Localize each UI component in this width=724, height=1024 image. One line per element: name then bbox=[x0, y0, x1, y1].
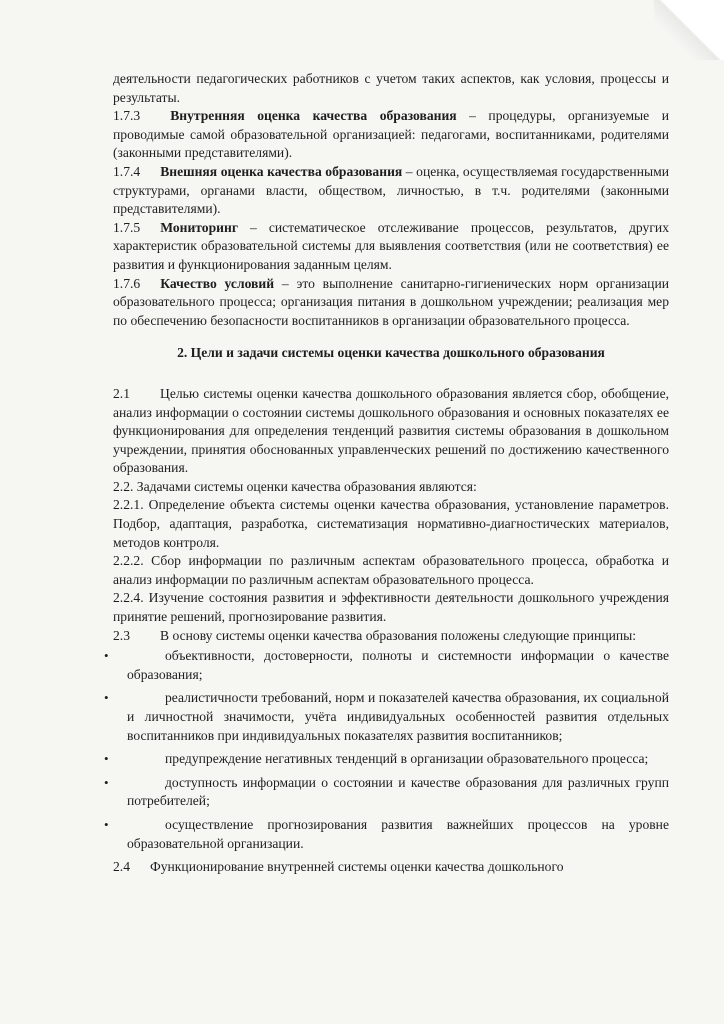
bullet-icon: • bbox=[104, 751, 109, 767]
clause-number: 2.1 bbox=[113, 385, 130, 401]
bullet-icon: • bbox=[104, 774, 109, 790]
paragraph-1-7-4 bbox=[113, 163, 669, 219]
paragraph-1-7-3 bbox=[113, 107, 669, 163]
list-item: • доступность информации о состоянии и качестве образования для различных групп потребителей; bbox=[104, 774, 669, 809]
paragraph-text: В основу системы оценки качества образования положены следующие принципы: bbox=[160, 627, 637, 643]
page-corner-fold bbox=[654, 0, 724, 60]
definition-text: – оценка, осуществляемая государственными структурами, органами власти, обществом, личностью, в т.ч. родителями (законными представителями). bbox=[113, 163, 669, 217]
paragraph-text: Функционирование внутренней системы оценки качества дошкольного bbox=[150, 859, 564, 875]
paragraph-2-2-4: 2.2.4. Изучение состояния развития и эффективности деятельности дошкольного учреждения принятие решений, прогнозирование развития. bbox=[113, 590, 669, 625]
term-internal-assessment: Внутренняя оценка качества образования bbox=[170, 108, 457, 124]
clause-number: 1.7.4 bbox=[113, 163, 141, 179]
clause-number: 2.3 bbox=[113, 627, 130, 643]
paragraph-1-7-5 bbox=[113, 219, 669, 275]
term-quality-of-conditions: Качество условий bbox=[160, 275, 275, 291]
list-item: • предупреждение негативных тенденций в организации образовательного процесса; bbox=[113, 750, 669, 769]
paragraph-1-7-6 bbox=[113, 275, 669, 331]
paragraph-2-4 bbox=[113, 858, 669, 877]
definition-text: – это выполнение санитарно-гигиенических норм организации образовательного процесса; организация питания в дошкольном учреждении; реализация мер по обеспечению безопасности воспитанников в организации образовательного процесса. bbox=[113, 275, 670, 328]
term-external-assessment: Внешняя оценка качества образования bbox=[160, 163, 403, 179]
principles-list bbox=[104, 647, 669, 853]
list-item: • осуществление прогнозирования развития важнейших процессов на уровне образовательной организации. bbox=[104, 816, 669, 851]
bullet-icon: • bbox=[104, 690, 109, 706]
clause-number: 1.7.3 bbox=[113, 108, 141, 124]
bullet-icon: • bbox=[104, 648, 109, 664]
paragraph-2-3 bbox=[113, 627, 669, 646]
paragraph-text: Целью системы оценки качества дошкольного образования является сбор, обобщение, анализ информации о состоянии системы дошкольного образования и основных показателях ее функционирования для определения тенденций развития системы образования в дошкольном учреждении, принятия обоснованных управленческих решений по достижению качественного образования. bbox=[113, 385, 669, 476]
paragraph-2-2-2: 2.2.2. Сбор информации по различным аспектам образовательного процесса, обработка и анализ информации по различным аспектам образовательного процесса. bbox=[113, 553, 669, 587]
clause-number: 1.7.5 bbox=[113, 219, 141, 235]
document-body bbox=[104, 70, 670, 877]
list-item: • реалистичности требований, норм и показателей качества образования, их социальной и личностной значимости, учёта индивидуальных особенностей развития отдельных воспитанников при индивидуальных показателях развития воспитанников; bbox=[104, 690, 669, 743]
definition-text: – процедуры, организуемые и проводимые самой образовательной организацией: педагогами, воспитанниками, родителями (законными представителями). bbox=[113, 108, 669, 161]
paragraph-2-2: 2.2. Задачами системы оценки качества образования являются: bbox=[113, 478, 477, 494]
section-heading: 2. Цели и задачи системы оценки качества дошкольного образования bbox=[177, 345, 605, 361]
clause-number: 1.7.6 bbox=[113, 275, 141, 291]
list-item: • объективности, достоверности, полноты и системности информации о качестве образования; bbox=[104, 648, 669, 682]
bullet-icon: • bbox=[104, 816, 109, 832]
paragraph-2-2-1: 2.2.1. Определение объекта системы оценки качества образования, установление параметров. Подбор, адаптация, разработка, систематизация нормативно-диагностических материалов, методов контроля. bbox=[113, 497, 669, 550]
paragraph-continuation: деятельности педагогических работников с учетом таких аспектов, как условия, процессы и результаты. bbox=[113, 71, 669, 105]
definition-text: – систематическое отслеживание процессов, результатов, других характеристик образовательной системы для выявления соответствия (или не соответствия) ее развития и функционирования заданным целям. bbox=[113, 219, 669, 272]
term-monitoring: Мониторинг bbox=[160, 219, 238, 235]
paragraph-2-1 bbox=[113, 385, 669, 478]
clause-number: 2.4 bbox=[113, 859, 130, 875]
